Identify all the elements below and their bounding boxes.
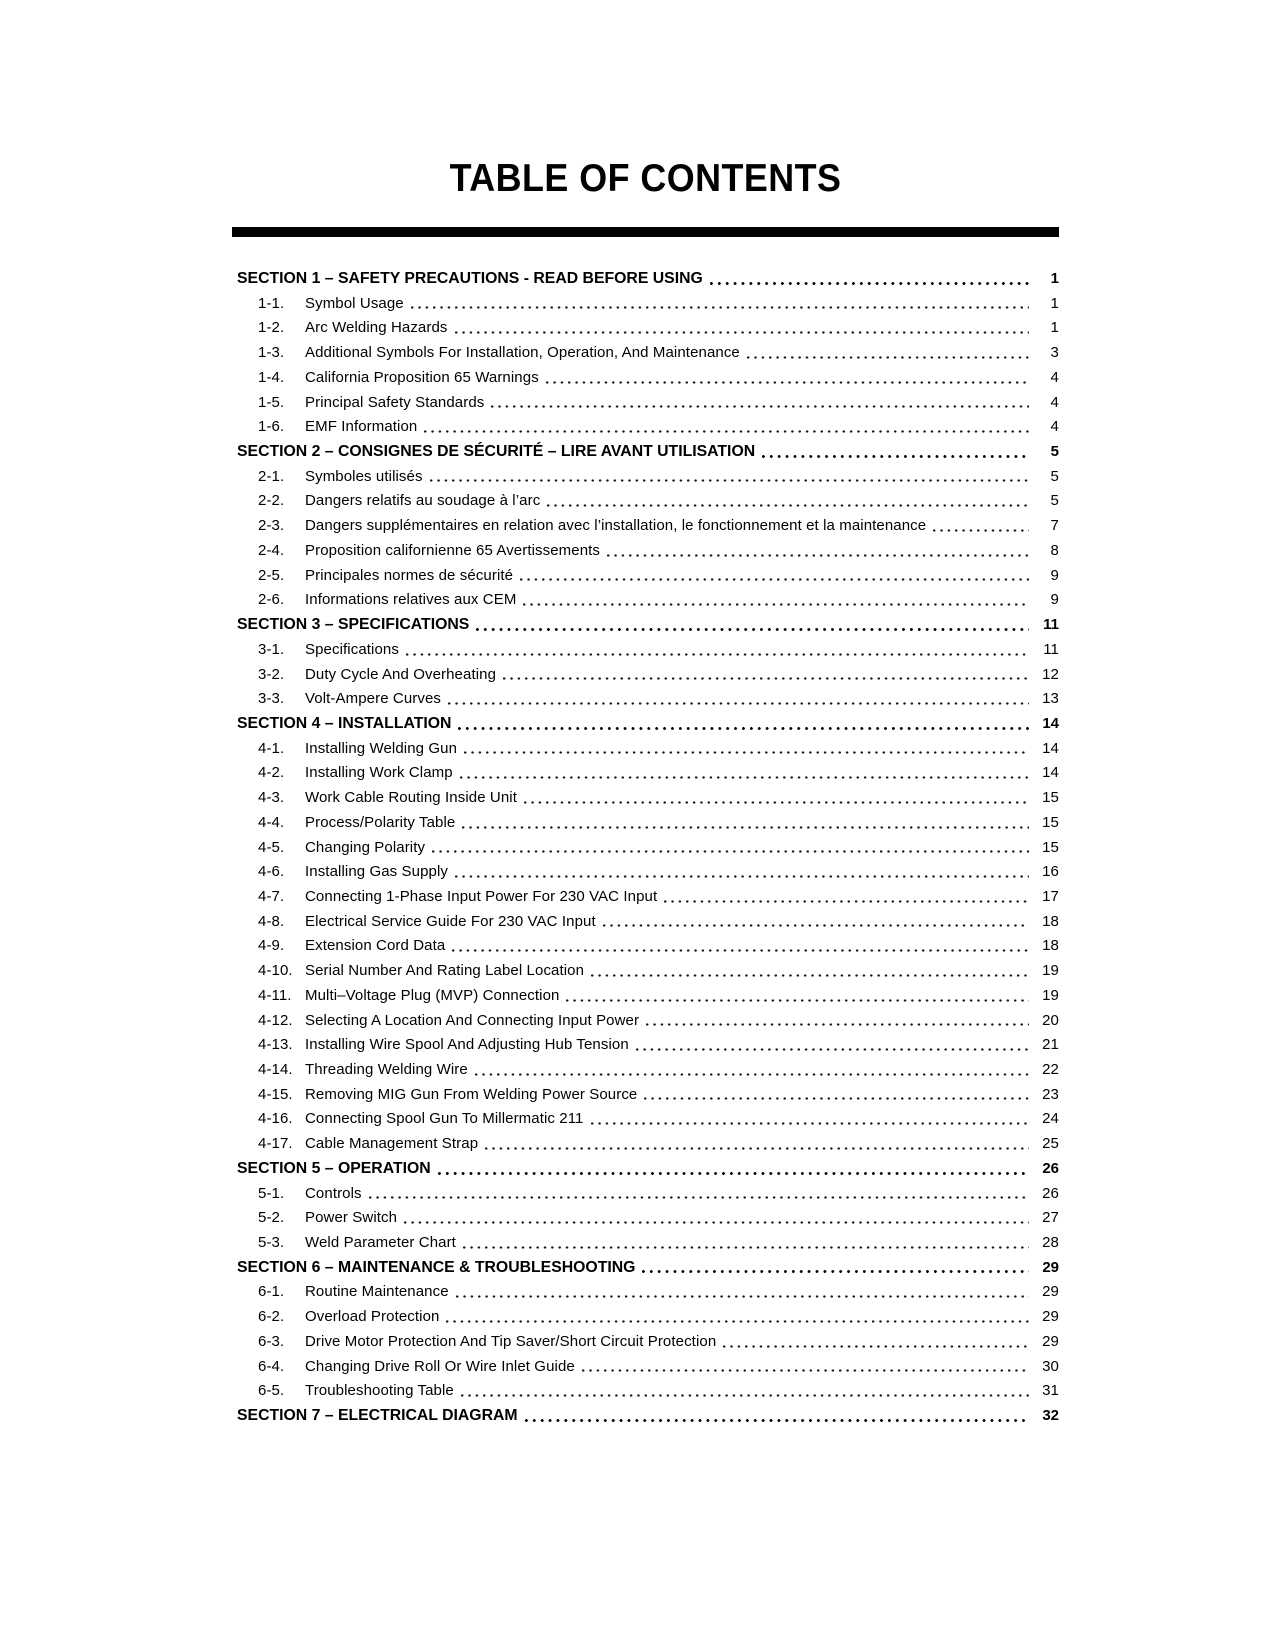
toc-entry-number: 2-5. (258, 566, 285, 584)
toc-page-number: 19 (1042, 986, 1059, 1004)
toc-entry-number: 3-3. (258, 690, 285, 708)
toc-entry-number: 4-17. (258, 1135, 293, 1153)
toc-row (232, 1330, 1059, 1355)
toc-entry-label: Volt-Ampere Curves (305, 690, 442, 708)
toc-entry-label: Extension Cord Data (305, 937, 446, 955)
toc-page-number: 7 (1050, 517, 1059, 535)
toc-page-number: 23 (1042, 1085, 1059, 1103)
toc-entry-number: 4-14. (258, 1061, 293, 1078)
leader-dots (461, 1394, 1029, 1397)
toc-entry-number: 2-4. (258, 541, 285, 559)
toc-entry-label: Proposition californienne 65 Avertissements (305, 541, 601, 559)
toc-page-number: 8 (1050, 541, 1059, 559)
leader-dots (547, 504, 1029, 507)
page-title: TABLE OF CONTENTS (449, 157, 842, 200)
toc-row (232, 1182, 1059, 1207)
toc-page-number: 18 (1042, 937, 1059, 955)
toc-entry-label: Serial Number And Rating Label Location (305, 962, 585, 980)
toc-entry-label: Removing MIG Gun From Welding Power Source (305, 1085, 638, 1103)
toc-entry-label: Work Cable Routing Inside Unit (305, 789, 517, 807)
toc-page-number: 11 (1043, 616, 1059, 634)
toc-row (232, 1355, 1059, 1380)
toc-entry-label: Controls (305, 1184, 362, 1202)
leader-dots (642, 1270, 1029, 1273)
leader-dots (520, 578, 1029, 581)
toc-page-number: 21 (1042, 1036, 1059, 1054)
leader-dots (464, 751, 1029, 754)
toc-row (232, 341, 1059, 366)
toc-page-number: 20 (1042, 1011, 1059, 1029)
toc-entry-number: 4-6. (258, 863, 285, 881)
toc-page-number: 29 (1042, 1332, 1059, 1350)
toc-page-number: 1 (1050, 294, 1059, 312)
toc-entry-number: 4-8. (258, 912, 285, 930)
toc-entry-number: 1-5. (258, 393, 285, 411)
toc-row (232, 984, 1059, 1009)
toc-entry-number: 4-4. (258, 813, 285, 831)
document-page (232, 0, 1059, 1650)
leader-dots (485, 1147, 1029, 1150)
toc-page-number: 16 (1042, 863, 1059, 881)
toc-entry-number: 6-4. (258, 1357, 285, 1375)
toc-row (232, 564, 1059, 589)
leader-dots (582, 1369, 1029, 1372)
toc-entry-label: Installing Wire Spool And Adjusting Hub Tension (305, 1036, 629, 1054)
toc-page-number: 14 (1042, 739, 1059, 757)
toc-page-number: 15 (1042, 813, 1059, 831)
leader-dots (644, 1097, 1029, 1100)
toc-row (232, 1132, 1059, 1157)
toc-row (232, 1231, 1059, 1256)
toc-entry-number: 4-12. (258, 1011, 293, 1029)
toc-entry-number: 5-1. (258, 1184, 285, 1202)
toc-row (232, 1157, 1059, 1182)
toc-entry-number: 4-13. (258, 1036, 293, 1054)
leader-dots (432, 850, 1029, 853)
toc-row (232, 440, 1059, 465)
leader-dots (710, 282, 1029, 285)
toc-entry-number: 2-6. (258, 591, 285, 609)
toc-page-number: 27 (1042, 1209, 1059, 1227)
toc-row (232, 712, 1059, 737)
toc-page-number: 13 (1042, 690, 1059, 708)
toc-page-number: 25 (1042, 1135, 1059, 1153)
leader-dots (462, 826, 1029, 829)
toc-entry-number: 4-11. (258, 986, 292, 1004)
toc-row (232, 761, 1059, 786)
toc-row (232, 860, 1059, 885)
toc-page-number: 19 (1042, 962, 1059, 980)
toc-entry-label: Connecting 1-Phase Input Power For 230 VAC Input (305, 887, 658, 905)
toc-entry-label: Weld Parameter Chart (305, 1234, 456, 1252)
toc-entry-number: 3-2. (258, 665, 285, 683)
toc-entry-number: 1-6. (258, 418, 285, 436)
toc-page-number: 9 (1050, 566, 1059, 584)
toc-entry-label: Threading Welding Wire (305, 1061, 468, 1078)
toc-page-number: 29 (1042, 1308, 1059, 1326)
leader-dots (546, 381, 1029, 384)
leader-dots (369, 1196, 1029, 1199)
toc-entry-label: EMF Information (305, 418, 418, 436)
toc-row (232, 514, 1059, 539)
leader-dots (747, 356, 1029, 359)
leader-dots (524, 801, 1029, 804)
toc-entry-number: 4-7. (258, 887, 285, 905)
toc-entry-label: Installing Gas Supply (305, 863, 449, 881)
toc-page-number: 5 (1050, 467, 1059, 485)
toc-row (232, 267, 1059, 292)
toc-entry-label: Symbol Usage (305, 294, 404, 312)
toc-row (232, 1404, 1059, 1429)
toc-page-number: 4 (1050, 418, 1059, 436)
toc-row (232, 1280, 1059, 1305)
toc-entry-label: SECTION 2 – CONSIGNES DE SÉCURITÉ – LIRE AVANT UTILISATION (237, 443, 756, 461)
leader-dots (404, 1221, 1029, 1224)
toc-entry-label: Multi–Voltage Plug (MVP) Connection (305, 986, 560, 1004)
toc-page-number: 31 (1042, 1382, 1059, 1400)
toc-entry-number: 4-16. (258, 1110, 293, 1128)
toc-entry-label: Troubleshooting Table (305, 1382, 454, 1400)
toc-entry-number: 2-1. (258, 467, 285, 485)
leader-dots (503, 677, 1029, 680)
toc-row (232, 1256, 1059, 1281)
toc-page-number: 29 (1042, 1258, 1059, 1276)
leader-dots (475, 1073, 1029, 1076)
leader-dots (762, 455, 1029, 458)
toc-row (232, 737, 1059, 762)
toc-entry-number: 1-1. (258, 294, 285, 312)
leader-dots (456, 1295, 1029, 1298)
toc-entry-number: 4-5. (258, 838, 285, 856)
toc-row (232, 1009, 1059, 1034)
toc-entry-number: 3-1. (258, 640, 285, 658)
toc-entry-number: 4-2. (258, 764, 285, 782)
toc-entry-label: Additional Symbols For Installation, Operation, And Maintenance (305, 344, 740, 362)
toc-page-number: 1 (1050, 270, 1059, 287)
toc-page-number: 30 (1042, 1357, 1059, 1375)
leader-dots (591, 1122, 1030, 1125)
toc-entry-label: Power Switch (305, 1209, 398, 1227)
toc-entry-label: SECTION 7 – ELECTRICAL DIAGRAM (237, 1407, 518, 1425)
leader-dots (591, 974, 1029, 977)
toc-row (232, 1206, 1059, 1231)
title-divider-rule (232, 227, 1059, 237)
toc-entry-label: Duty Cycle And Overheating (305, 665, 497, 683)
leader-dots (646, 1023, 1029, 1026)
toc-entry-number: 6-1. (258, 1283, 285, 1301)
leader-dots (452, 949, 1029, 952)
toc-page-number: 29 (1042, 1283, 1059, 1301)
toc-entry-number: 6-2. (258, 1308, 285, 1326)
toc-entry-label: SECTION 3 – SPECIFICATIONS (237, 616, 470, 634)
leader-dots (603, 924, 1029, 927)
toc-entry-number: 1-4. (258, 368, 285, 386)
toc-row (232, 1083, 1059, 1108)
toc-entry-label: SECTION 6 – MAINTENANCE & TROUBLESHOOTING (237, 1258, 636, 1276)
toc-page-number: 12 (1042, 665, 1059, 683)
toc-row (232, 465, 1059, 490)
toc-entry-number: 1-3. (258, 344, 285, 362)
toc-entry-label: Electrical Service Guide For 230 VAC Input (305, 912, 596, 930)
toc-row (232, 588, 1059, 613)
toc-entry-number: 2-2. (258, 492, 285, 510)
toc-page-number: 1 (1050, 319, 1059, 337)
toc-entry-label: Cable Management Strap (305, 1135, 479, 1153)
toc-entry-label: Informations relatives aux CEM (305, 591, 517, 609)
leader-dots (566, 999, 1029, 1002)
toc-page-number: 24 (1042, 1110, 1059, 1128)
toc-row (232, 1058, 1059, 1083)
leader-dots (476, 628, 1029, 631)
toc-page-number: 15 (1042, 838, 1059, 856)
toc-entry-number: 6-5. (258, 1382, 285, 1400)
toc-row (232, 910, 1059, 935)
toc-entry-label: Dangers supplémentaires en relation avec l’installation, le fonctionnement et la maintenance (305, 517, 927, 535)
toc-entry-label: Principal Safety Standards (305, 393, 485, 411)
toc-entry-number: 5-3. (258, 1234, 285, 1252)
toc-entry-number: 4-15. (258, 1085, 293, 1103)
leader-dots (406, 653, 1029, 656)
toc-row (232, 638, 1059, 663)
leader-dots (723, 1345, 1029, 1348)
toc-row (232, 663, 1059, 688)
toc-page-number: 22 (1042, 1061, 1059, 1078)
toc-row (232, 811, 1059, 836)
toc-entry-label: SECTION 5 – OPERATION (237, 1159, 431, 1177)
toc-row (232, 1379, 1059, 1404)
toc-row (232, 366, 1059, 391)
toc-row (232, 415, 1059, 440)
toc-entry-number: 4-9. (258, 937, 285, 955)
leader-dots (491, 405, 1029, 408)
leader-dots (636, 1048, 1029, 1051)
toc-entry-label: SECTION 1 – SAFETY PRECAUTIONS - READ BEFORE USING (237, 270, 703, 287)
toc-entry-label: California Proposition 65 Warnings (305, 368, 539, 386)
toc-entry-number: 2-3. (258, 517, 285, 535)
toc-row (232, 391, 1059, 416)
toc-entry-number: 6-3. (258, 1332, 285, 1350)
leader-dots (933, 529, 1029, 532)
toc-entry-label: Installing Welding Gun (305, 739, 458, 757)
toc-page-number: 4 (1050, 393, 1059, 411)
toc-row (232, 489, 1059, 514)
toc-entry-label: Routine Maintenance (305, 1283, 449, 1301)
toc-row (232, 687, 1059, 712)
toc-row (232, 292, 1059, 317)
toc-entry-label: Symboles utilisés (305, 467, 423, 485)
toc-page-number: 5 (1050, 443, 1059, 461)
toc-entry-label: Changing Drive Roll Or Wire Inlet Guide (305, 1357, 575, 1375)
toc-row (232, 836, 1059, 861)
leader-dots (455, 875, 1029, 878)
leader-dots (525, 1419, 1029, 1422)
leader-dots (438, 1172, 1029, 1175)
toc-row (232, 613, 1059, 638)
leader-dots (607, 554, 1029, 557)
leader-dots (446, 1320, 1029, 1323)
leader-dots (455, 331, 1029, 334)
toc-entry-label: Arc Welding Hazards (305, 319, 448, 337)
toc-page-number: 32 (1042, 1407, 1059, 1425)
toc-page-number: 18 (1042, 912, 1059, 930)
leader-dots (458, 727, 1029, 730)
toc-entry-label: SECTION 4 – INSTALLATION (237, 714, 452, 732)
leader-dots (523, 603, 1029, 606)
leader-dots (460, 776, 1029, 779)
leader-dots (411, 306, 1029, 309)
leader-dots (664, 900, 1029, 903)
toc-page-number: 14 (1042, 764, 1059, 782)
toc-entry-label: Specifications (305, 640, 399, 658)
toc-row (232, 1107, 1059, 1132)
toc-page-number: 4 (1050, 368, 1059, 386)
toc-page-number: 26 (1042, 1159, 1059, 1177)
toc-page-number: 28 (1042, 1234, 1059, 1252)
toc-entry-label: Installing Work Clamp (305, 764, 453, 782)
toc-entry-label: Principales normes de sécurité (305, 566, 514, 584)
toc-page-number: 26 (1042, 1184, 1059, 1202)
toc-row (232, 786, 1059, 811)
toc-page-number: 17 (1042, 887, 1059, 905)
toc-page-number: 3 (1050, 344, 1059, 362)
toc-page-number: 15 (1042, 789, 1059, 807)
toc-entry-label: Process/Polarity Table (305, 813, 456, 831)
toc-entry-number: 4-3. (258, 789, 285, 807)
toc-entry-label: Drive Motor Protection And Tip Saver/Short Circuit Protection (305, 1332, 717, 1350)
toc-page-number: 11 (1043, 640, 1059, 658)
toc-row (232, 316, 1059, 341)
table-of-contents (232, 267, 1059, 1429)
toc-entry-number: 4-1. (258, 739, 285, 757)
leader-dots (430, 479, 1029, 482)
leader-dots (448, 702, 1029, 705)
toc-row (232, 539, 1059, 564)
toc-entry-label: Overload Protection (305, 1308, 440, 1326)
toc-page-number: 5 (1050, 492, 1059, 510)
toc-entry-number: 4-10. (258, 962, 293, 980)
toc-entry-number: 5-2. (258, 1209, 285, 1227)
leader-dots (463, 1246, 1029, 1249)
toc-entry-label: Connecting Spool Gun To Millermatic 211 (305, 1110, 584, 1128)
toc-row (232, 959, 1059, 984)
toc-row (232, 885, 1059, 910)
toc-entry-label: Changing Polarity (305, 838, 426, 856)
toc-entry-number: 1-2. (258, 319, 285, 337)
toc-row (232, 1305, 1059, 1330)
toc-row (232, 1033, 1059, 1058)
leader-dots (424, 430, 1029, 433)
toc-row (232, 934, 1059, 959)
toc-page-number: 14 (1042, 714, 1059, 732)
toc-entry-label: Selecting A Location And Connecting Input Power (305, 1011, 640, 1029)
toc-entry-label: Dangers relatifs au soudage à l’arc (305, 492, 541, 510)
toc-page-number: 9 (1050, 591, 1059, 609)
